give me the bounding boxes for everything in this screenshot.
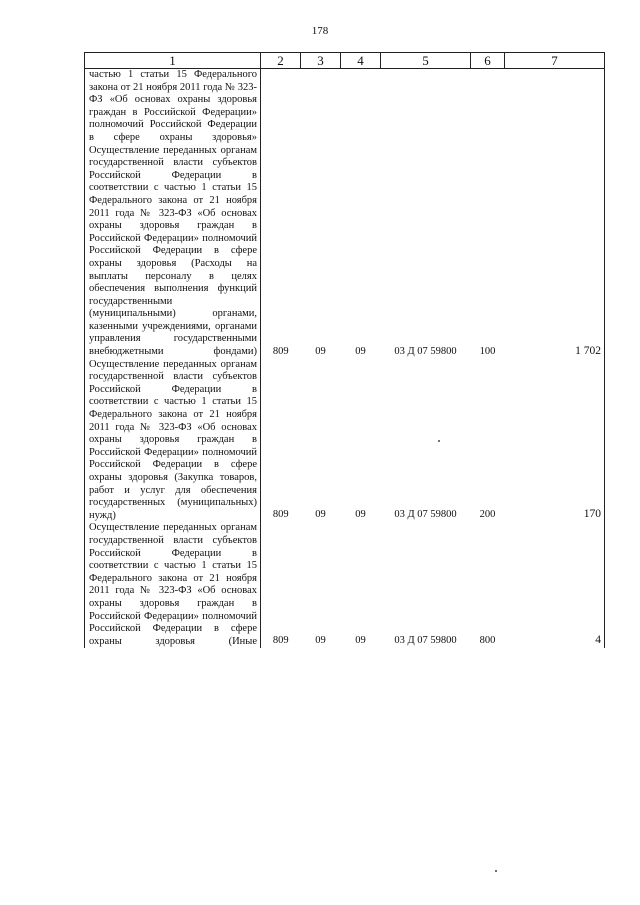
header-col-2: 2 bbox=[261, 53, 301, 69]
row-ministry-code: 809 bbox=[272, 635, 289, 647]
row-subsection-code: 09 bbox=[355, 345, 366, 357]
row-expense-type: 800 bbox=[479, 635, 496, 647]
header-col-1: 1 bbox=[85, 53, 261, 69]
row-section-code: 09 bbox=[315, 345, 326, 357]
row-description: Осуществление переданных органам государственной власти субъектов Российской Федерации в соответствии с частью 1 статьи 15 Федерального закона от 21 ноября 2011 года № 323-ФЗ «Об основах охраны здоровья граждан в Российской Федерации» полномочий Российской Федерации в сфере охраны здоровья (Закупка товаров, работ и услуг для обеспечения государственных (муниципальных) нужд) bbox=[85, 359, 261, 523]
row-expense-type bbox=[471, 69, 505, 145]
row-description: частью 1 статьи 15 Федерального закона от 21 ноября 2011 года № 323-ФЗ «Об основах охраны здоровья граждан в Российской Федерации» полномочий Российской Федерации в сфере охраны здоровья» bbox=[85, 69, 261, 145]
row-target-code: 03 Д 07 59800 bbox=[394, 345, 457, 357]
row-section-code bbox=[301, 69, 341, 145]
row-description: Осуществление переданных органам государственной власти субъектов Российской Федерации в соответствии с частью 1 статьи 15 Федерального закона от 21 ноября 2011 года № 323-ФЗ «Об основах охраны здоровья граждан в Российской Федерации» полномочий Российской Федерации в сфере охраны здоровья (Расходы на выплаты персоналу в целях обеспечения выполнения функций государственными (муниципальными) органами, казенными учреждениями, органами управления государственными внебюджетными фондами) bbox=[85, 145, 261, 359]
row-amount: 170 bbox=[505, 359, 605, 523]
header-col-3: 3 bbox=[301, 53, 341, 69]
row-subsection-code: 09 bbox=[355, 635, 366, 647]
row-amount: 4 bbox=[505, 522, 605, 648]
row-subsection-code bbox=[341, 69, 381, 145]
page-number: 178 bbox=[311, 25, 329, 37]
header-col-4: 4 bbox=[341, 53, 381, 69]
row-expense-type: 100 bbox=[479, 345, 496, 357]
row-target-code: 03 Д 07 59800 bbox=[394, 509, 457, 521]
row-ministry-code: 809 bbox=[272, 345, 289, 357]
row-target-code: 03 Д 07 59800 bbox=[394, 635, 457, 647]
row-subsection-code: 09 bbox=[355, 509, 366, 521]
table-row bbox=[85, 145, 605, 359]
table-header-row bbox=[85, 53, 605, 69]
row-description: Осуществление переданных органам государственной власти субъектов Российской Федерации в соответствии с частью 1 статьи 15 Федерального закона от 21 ноября 2011 года № 323-ФЗ «Об основах охраны здоровья граждан в Российской Федерации» полномочий Российской Федерации в сфере охраны здоровья (Иные bbox=[85, 522, 261, 648]
header-col-5: 5 bbox=[381, 53, 471, 69]
scan-speck bbox=[495, 870, 497, 872]
row-target-code bbox=[381, 69, 471, 145]
table-row bbox=[85, 359, 605, 523]
row-amount bbox=[505, 69, 605, 145]
row-section-code: 09 bbox=[315, 635, 326, 647]
row-expense-type: 200 bbox=[479, 509, 496, 521]
row-ministry-code: 809 bbox=[272, 509, 289, 521]
table-row bbox=[85, 69, 605, 145]
row-amount: 1 702 bbox=[505, 145, 605, 359]
header-col-7: 7 bbox=[505, 53, 605, 69]
budget-table bbox=[84, 52, 605, 648]
header-col-6: 6 bbox=[471, 53, 505, 69]
table-row bbox=[85, 522, 605, 648]
scan-speck bbox=[438, 440, 440, 442]
row-section-code: 09 bbox=[315, 509, 326, 521]
row-ministry-code bbox=[261, 69, 301, 145]
